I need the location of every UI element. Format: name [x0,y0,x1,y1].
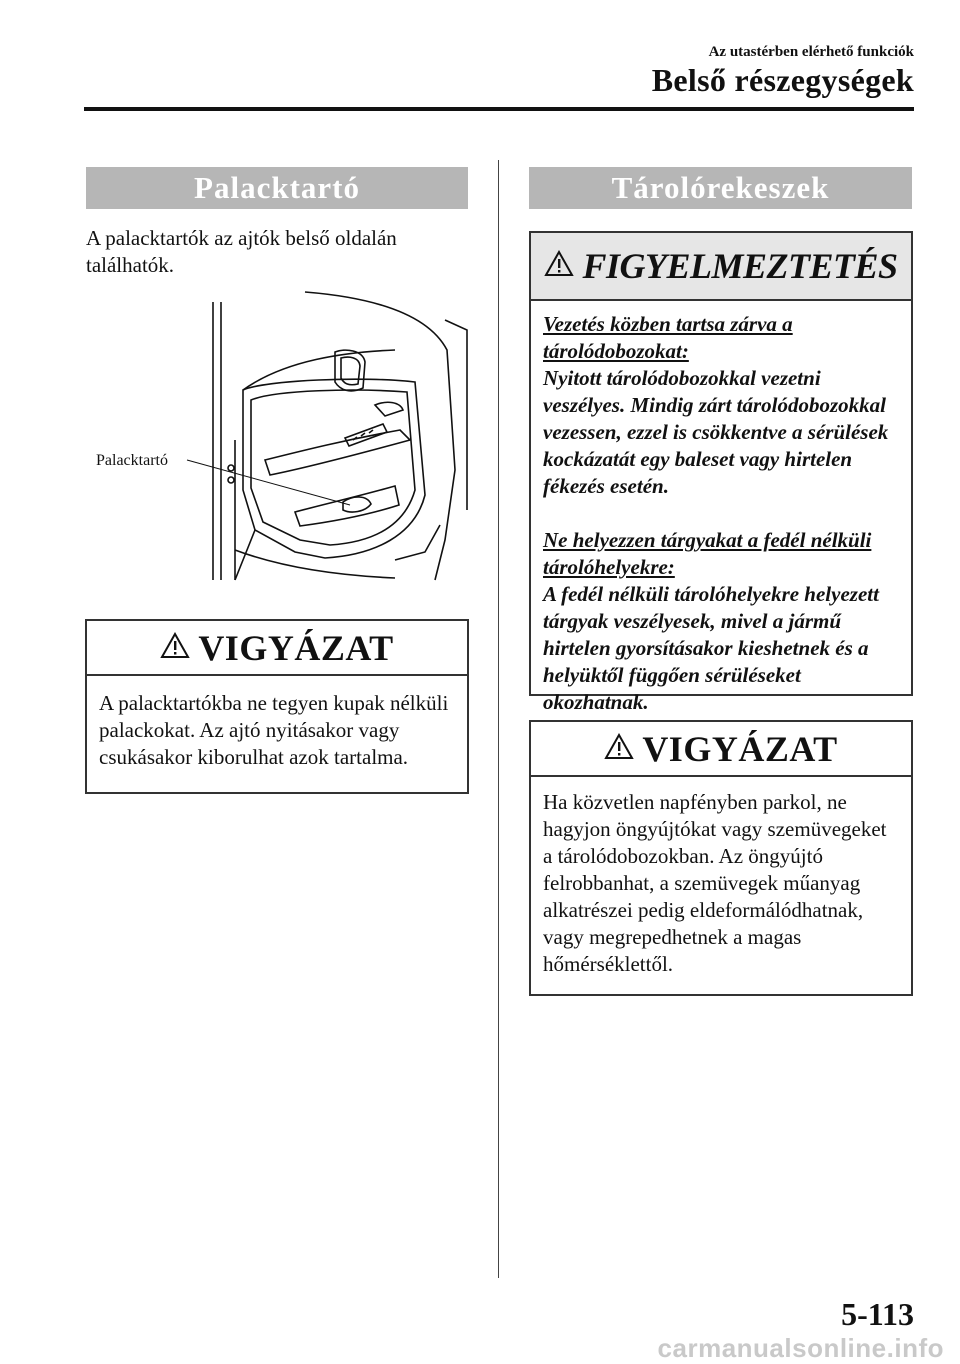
caution-text: Ha közvetlen napfényben parkol, ne hagyjon öngyújtókat vagy szemüvegeket a tárolódobozokban. Az öngyújtó felrobbanhat, a szemüvegek műanyag alkatrészei pedig eldeformálódhatnak, vagy megrepedhetnek a magas hőmérséklettől. [543,790,887,976]
warning-header [531,233,911,301]
section-title-storage: Tárolórekeszek [529,167,912,209]
warning-triangle-icon [544,250,574,282]
bottle-holder-intro: A palacktartók az ajtók belső oldalán találhatók. [86,226,397,277]
warning-triangle-icon [160,632,190,664]
watermark: carmanualsonline.info [657,1333,944,1363]
warning-text-1: Nyitott tárolódobozokkal vezetni veszélyes. Mindig zárt tárolódobozokkal vezessen, ezzel is csökkentve a sérülések kockázatát egy baleset vagy hirtelen fékezés esetén. [543,366,889,498]
warning-body [531,301,911,716]
caution-text: A palacktartókba ne tegyen kupak nélküli palackokat. Az ajtó nyitásakor vagy csukásakor kiborulhat azok tartalma. [99,691,449,769]
chapter-subtitle: Az utastérben elérhető funkciók [708,44,914,60]
caution-header [531,722,911,777]
door-illustration [95,290,470,585]
warning-label: FIGYELMEZTETÉS [582,246,898,286]
warning-heading-2: Ne helyezzen tárgyakat a fedél nélküli tárolóhelyekre: [543,528,872,579]
figure-label-bottle-holder: Palacktartó [96,452,168,469]
warning-heading-1: Vezetés közben tartsa zárva a tárolódobozokat: [543,312,793,363]
caution-label: VIGYÁZAT [642,728,838,769]
page-number: 5-113 [841,1296,914,1332]
warning-text-2: A fedél nélküli tárolóhelyekre helyezett tárgyak veszélyesek, mivel a jármű hirtelen gyorsításakor kieshetnek és a helyüktől függően sérüléseket okozhatnak. [543,582,879,714]
chapter-title: Belső részegységek [651,62,914,98]
caution-box-storage [529,720,913,996]
warning-box-storage [529,231,913,714]
door-line-drawing [95,290,470,585]
caution-box-bottle-holder [85,619,469,794]
caution-header [87,621,467,676]
warning-triangle-icon [604,733,634,765]
column-divider [498,160,499,1278]
caution-label: VIGYÁZAT [198,627,394,668]
header-rule [84,107,914,111]
section-title-bottle-holder: Palacktartó [86,167,468,209]
